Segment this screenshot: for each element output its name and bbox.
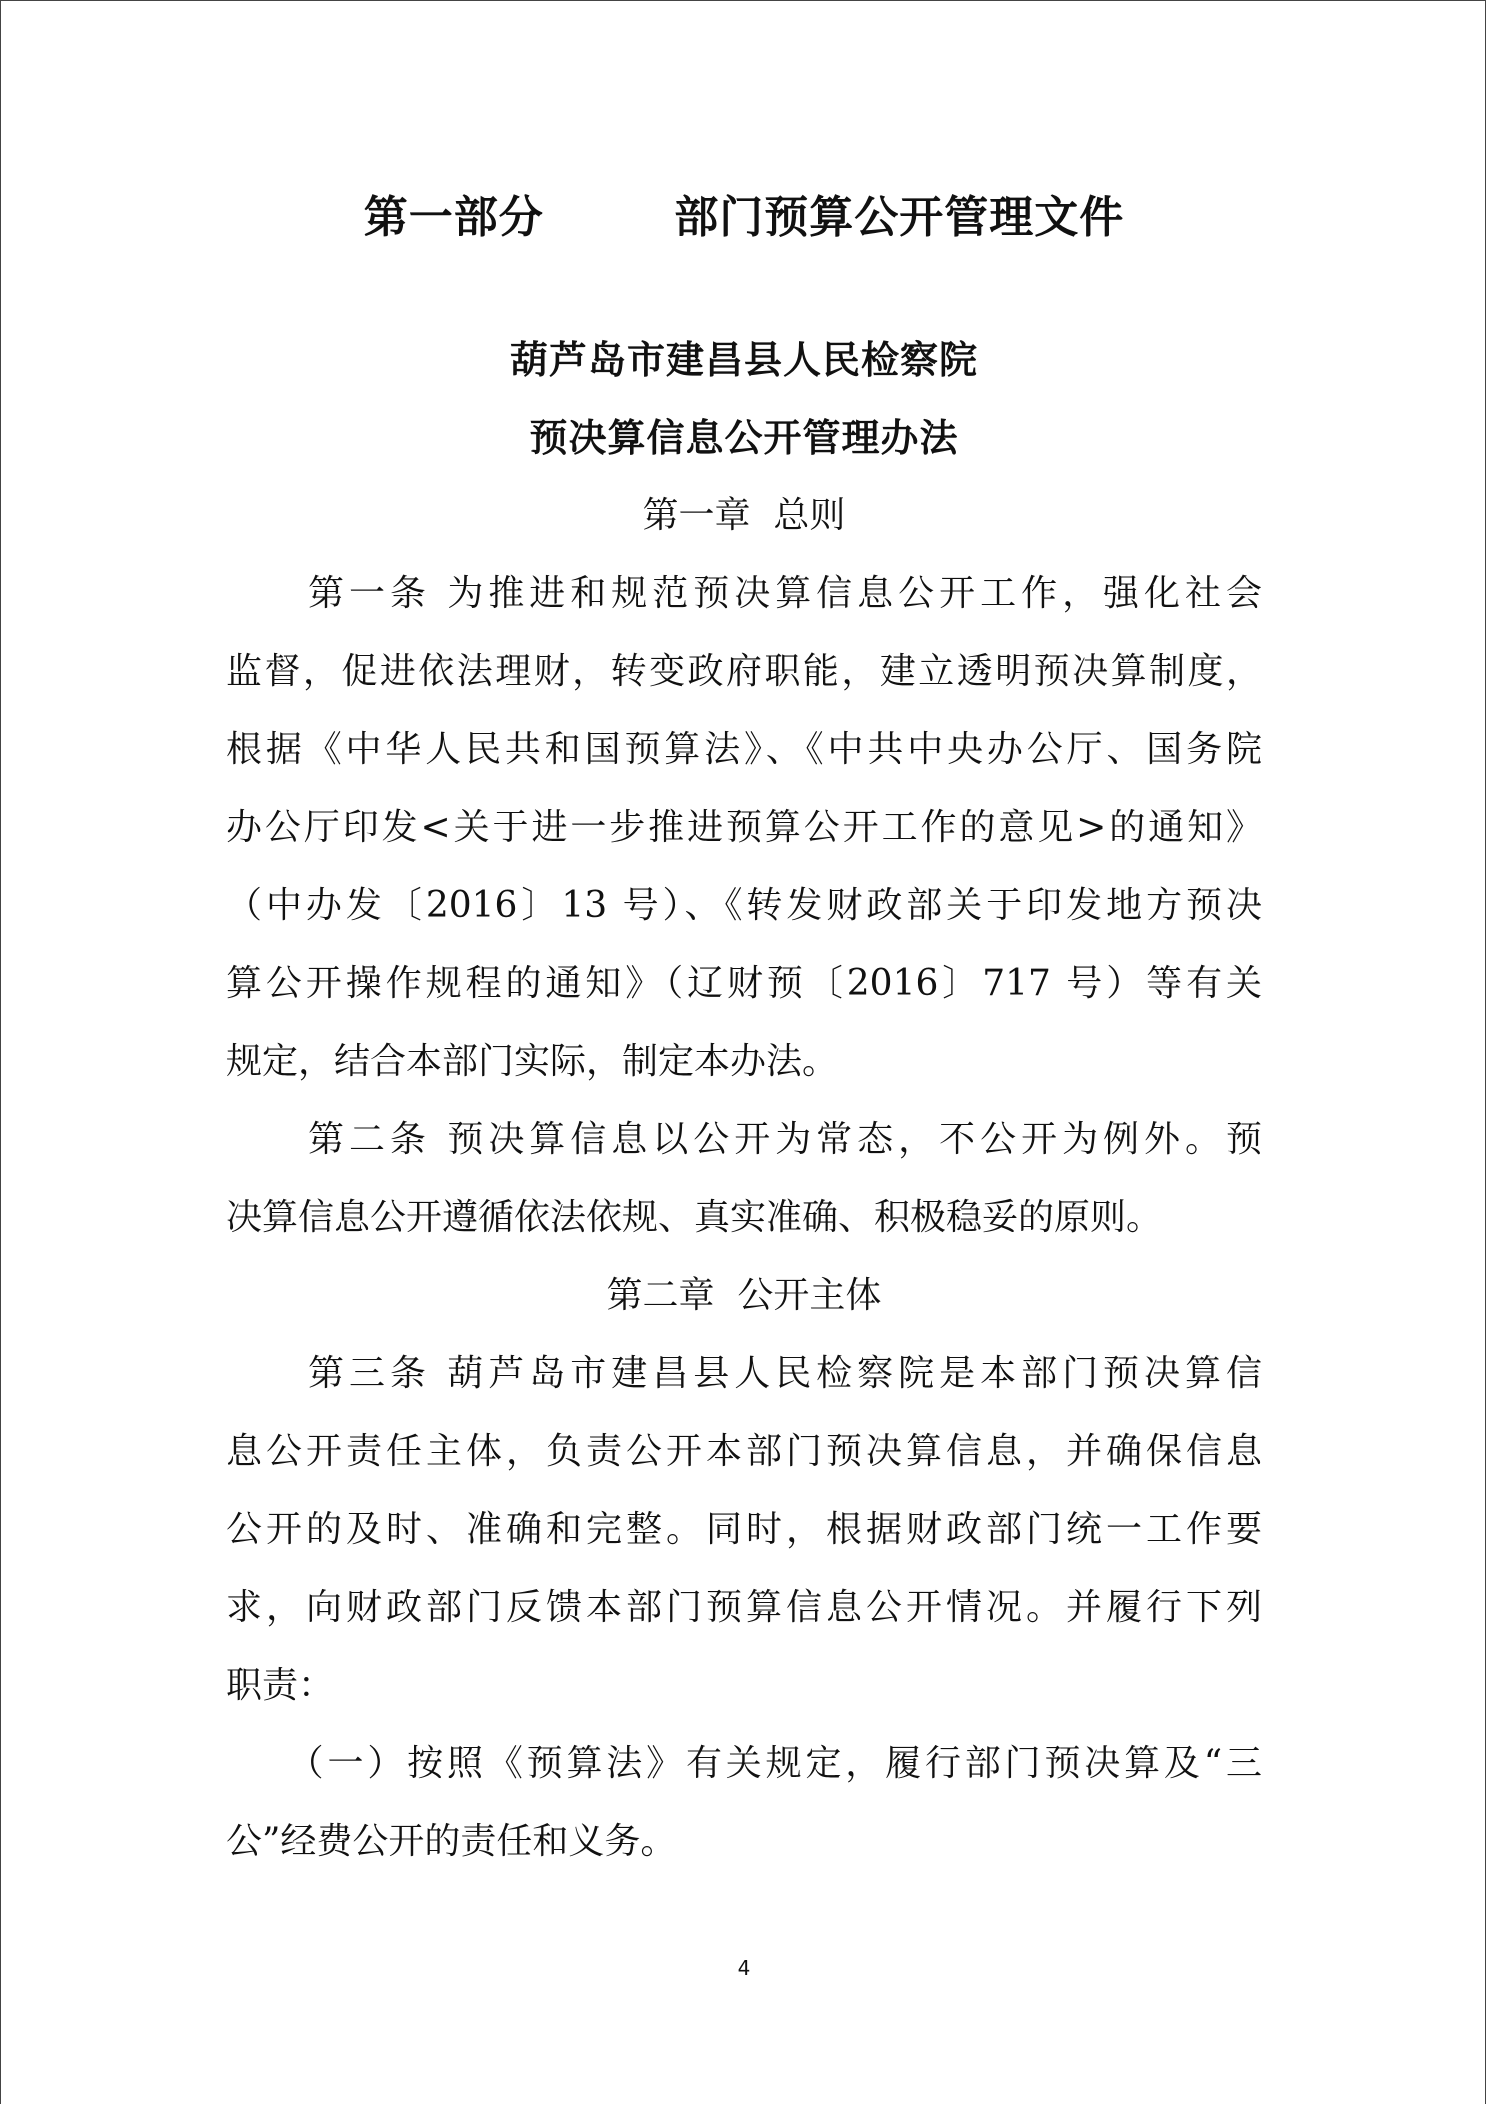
paragraph-line: （中办发〔2016〕13 号）、《转发财政部关于印发地方预决 — [226, 885, 1262, 926]
paragraph-line: 公”经费公开的责任和义务。 — [226, 1821, 677, 1862]
page-number: 4 — [737, 1956, 751, 1980]
document-title-line-2: 预决算信息公开管理办法 — [529, 416, 959, 460]
paragraph-line: 职责： — [226, 1665, 335, 1706]
paragraph-line: 求，向财政部门反馈本部门预算信息公开情况。并履行下列 — [226, 1587, 1262, 1628]
article-1-line: 第一条 为推进和规范预决算信息公开工作，强化社会 — [226, 573, 1262, 614]
paragraph-line: 息公开责任主体，负责公开本部门预决算信息，并确保信息 — [226, 1431, 1262, 1472]
list-item-1-line: （一）按照《预算法》有关规定，履行部门预决算及“三 — [226, 1743, 1262, 1784]
chapter-heading-2: 第二章 公开主体 — [606, 1275, 882, 1316]
paragraph-line: 决算信息公开遵循依法依规、真实准确、积极稳妥的原则。 — [226, 1197, 1163, 1238]
document-title-line-1: 葫芦岛市建昌县人民检察院 — [509, 338, 978, 382]
article-3-line: 第三条 葫芦岛市建昌县人民检察院是本部门预决算信 — [226, 1353, 1262, 1394]
paragraph-line: 公开的及时、准确和完整。同时，根据财政部门统一工作要 — [226, 1509, 1262, 1550]
paragraph-line: 根据《中华人民共和国预算法》、《中共中央办公厅、国务院 — [226, 729, 1262, 770]
part-title: 第一部分 部门预算公开管理文件 — [363, 192, 1125, 243]
paragraph-line: 办公厅印发<关于进一步推进预算公开工作的意见>的通知》 — [226, 807, 1262, 848]
chapter-heading-1: 第一章 总则 — [642, 495, 846, 536]
paragraph-line: 算公开操作规程的通知》（辽财预〔2016〕717 号）等有关 — [226, 963, 1262, 1004]
article-2-line: 第二条 预决算信息以公开为常态，不公开为例外。预 — [226, 1119, 1262, 1160]
paragraph-line: 规定，结合本部门实际，制定本办法。 — [226, 1041, 839, 1082]
paragraph-line: 监督，促进依法理财，转变政府职能，建立透明预决算制度， — [226, 651, 1262, 692]
